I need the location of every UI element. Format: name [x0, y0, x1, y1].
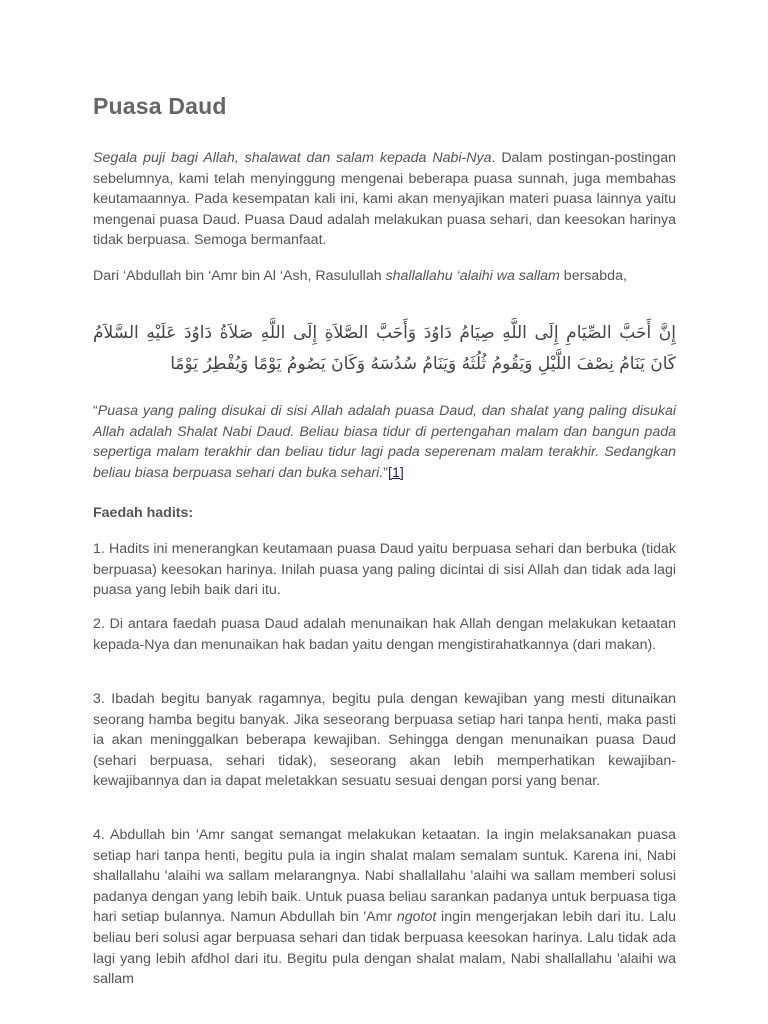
translation-paragraph — [93, 401, 676, 483]
intro-italic: Segala puji bagi Allah, shalawat dan salam kepada Nabi-Nya — [93, 150, 492, 166]
faedah-heading: Faedah hadits: — [93, 505, 194, 521]
point-4-pre: 4. Abdullah bin 'Amr sangat semangat melakukan ketaatan. Ia ingin melaksanakan puasa setiap hari tanpa henti, begitu pula ia ingin shalat malam semalam suntuk. Karena ini, Nabi shallallahu 'alaihi wa sallam melarangnya. Nabi shallallahu 'alaihi wa sallam memberi solusi padanya dengan yang lebih baik. Untuk puasa beliau sarankan padanya untuk berpuasa tiga hari setiap bulannya. Namun Abdullah bin 'Amr — [93, 827, 676, 926]
translation-close-quote: ” — [383, 464, 388, 481]
narration-italic: shallallahu ‘alaihi wa sallam — [385, 268, 560, 284]
point-4 — [93, 825, 676, 990]
translation-open-quote: “ — [93, 403, 98, 419]
intro-text: . Dalam postingan-postingan sebelumnya, kami telah menyinggung mengenai beberapa puasa sunnah, juga membahas keutamaannya. Pada kesempatan kali ini, kami akan menyajikan materi puasa lainnya yaitu mengenai puasa Daud. Puasa Daud adalah melakukan puasa sehari, dan keesokan harinya tidak berpuasa. Semoga bermanfaat. — [93, 150, 676, 249]
narration-paragraph — [93, 266, 676, 287]
narration-post: bersabda, — [559, 268, 627, 284]
intro-paragraph — [93, 148, 676, 251]
point-4-post: ingin mengerjakan lebih dari itu. Lalu beliau beri solusi agar berpuasa sehari dan tidak berpuasa keesokan harinya. Lalu tidak ada lagi yang lebih afdhol dari itu. Begitu pula dengan shalat malam, Nabi shallallahu 'alaihi wa sallam — [93, 909, 676, 988]
point-3: 3. Ibadah begitu banyak ragamnya, begitu pula dengan kewajiban yang mesti ditunaikan seorang hamba begitu banyak. Jika seseorang berpuasa setiap hari tanpa henti, maka pasti ia akan meninggalkan beberapa kewajiban. Sehingga dengan menunaikan puasa Daud (sehari berpuasa, sehari tidak), seseorang akan lebih memperhatikan kewajiban-kewajibannya dan ia dapat meletakkan sesuatu sesuai dengan porsi yang benar. — [93, 691, 676, 790]
point-1: 1. Hadits ini menerangkan keutamaan puasa Daud yaitu berpuasa sehari dan berbuka (tidak berpuasa) keesokan harinya. Inilah puasa yang paling dicintai di sisi Allah dan tidak ada lagi puasa yang lebih baik dari itu. — [93, 541, 676, 599]
translation-text: Puasa yang paling disukai di sisi Allah adalah puasa Daud, dan shalat yang paling disukai Allah adalah Shalat Nabi Daud. Beliau biasa tidur di pertengahan malam dan bangun pada sepertiga malam terakhir dan beliau tidur lagi pada seperenam malam terakhir. Sedangkan beliau biasa berpuasa sehari dan buka sehari. — [93, 403, 676, 481]
article-title: Puasa Daud — [93, 93, 227, 119]
point-4-italic: ngotot — [396, 909, 437, 926]
narration-pre: Dari ‘Abdullah bin ‘Amr bin Al ‘Ash, Rasulullah — [93, 268, 386, 284]
arabic-hadith: إِنَّ أَحَبَّ الصِّيَامِ إِلَى اللَّهِ صِيَامُ دَاوُدَ وَأَحَبَّ الصَّلاَةِ إِلَى اللَّهِ صَلاَةُ دَاوُدَ عَلَيْهِ السَّلاَمُ كَانَ يَنَامُ نِصْفَ اللَّيْلِ وَيَقُومُ ثُلُثَهُ وَيَنَامُ سُدُسَهُ وَكَانَ يَصُومُ يَوْمًا وَيُفْطِرُ يَوْمًا — [93, 323, 676, 374]
point-2: 2. Di antara faedah puasa Daud adalah menunaikan hak Allah dengan melakukan ketaatan kepada-Nya dan menunaikan hak badan yaitu dengan mengistirahatkannya (dari makan). — [93, 616, 676, 653]
footnote-link[interactable]: [1] — [388, 464, 404, 481]
